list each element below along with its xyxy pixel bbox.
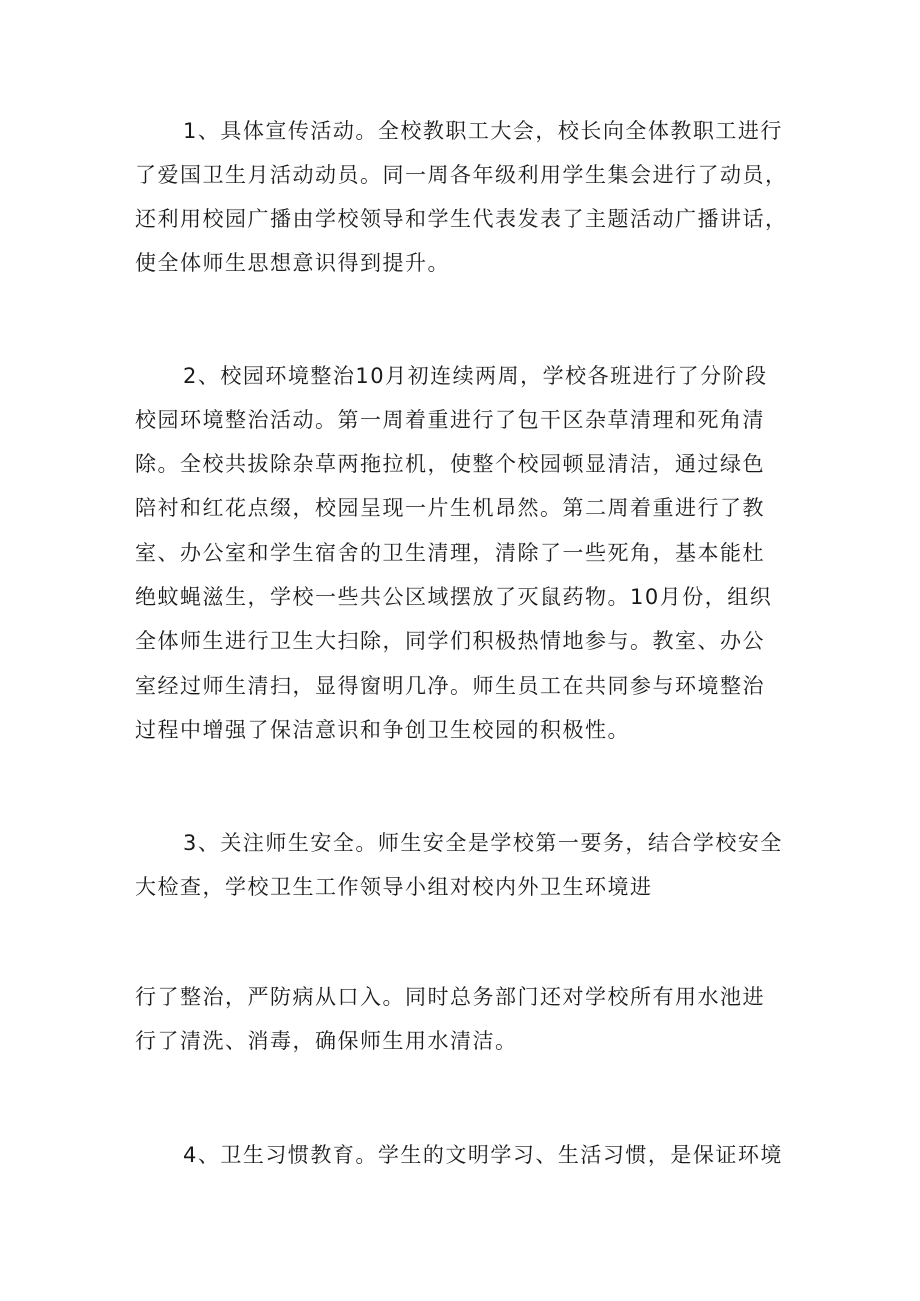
text-line: 除。全校共拔除杂草两拖拉机，使整个校园顿显清洁，通过绿色 (135, 452, 765, 476)
text-line: 4、卫生习惯教育。学生的文明学习、生活习惯，是保证环境 (183, 1143, 783, 1167)
text-line: 2、校园环境整治10月初连续两周，学校各班进行了分阶段 (183, 364, 768, 388)
text-line: 陪衬和红花点缀，校园呈现一片生机昂然。第二周着重进行了教 (135, 496, 765, 520)
text-line: 使全体师生思想意识得到提升。 (135, 251, 450, 275)
text-line: 全体师生进行卫生大扫除，同学们积极热情地参与。教室、办公 (135, 629, 765, 653)
text-line: 行了整治，严防病从口入。同时总务部门还对学校所有用水池进 (135, 985, 765, 1009)
text-line: 3、关注师生安全。师生安全是学校第一要务，结合学校安全 (183, 831, 783, 855)
text-line: 室、办公室和学生宿舍的卫生清理，清除了一些死角，基本能杜 (135, 541, 765, 565)
text-line: 校园环境整治活动。第一周着重进行了包干区杂草清理和死角清 (135, 408, 765, 432)
text-line: 了爱国卫生月活动动员。同一周各年级利用学生集会进行了动员， (135, 163, 788, 187)
text-line: 过程中增强了保洁意识和争创卫生校园的积极性。 (135, 718, 630, 742)
text-line: 大检查，学校卫生工作领导小组对校内外卫生环境进 (135, 875, 653, 899)
text-line: 行了清洗、消毒，确保师生用水清洁。 (135, 1029, 518, 1053)
text-line: 绝蚊蝇滋生，学校一些共公区域摆放了灭鼠药物。10月份，组织 (135, 585, 773, 609)
text-line: 1、具体宣传活动。全校教职工大会，校长向全体教职工进行 (183, 119, 783, 143)
text-line: 室经过师生清扫，显得窗明几净。师生员工在共同参与环境整治 (135, 674, 765, 698)
text-line: 还利用校园广播由学校领导和学生代表发表了主题活动广播讲话， (135, 207, 788, 231)
